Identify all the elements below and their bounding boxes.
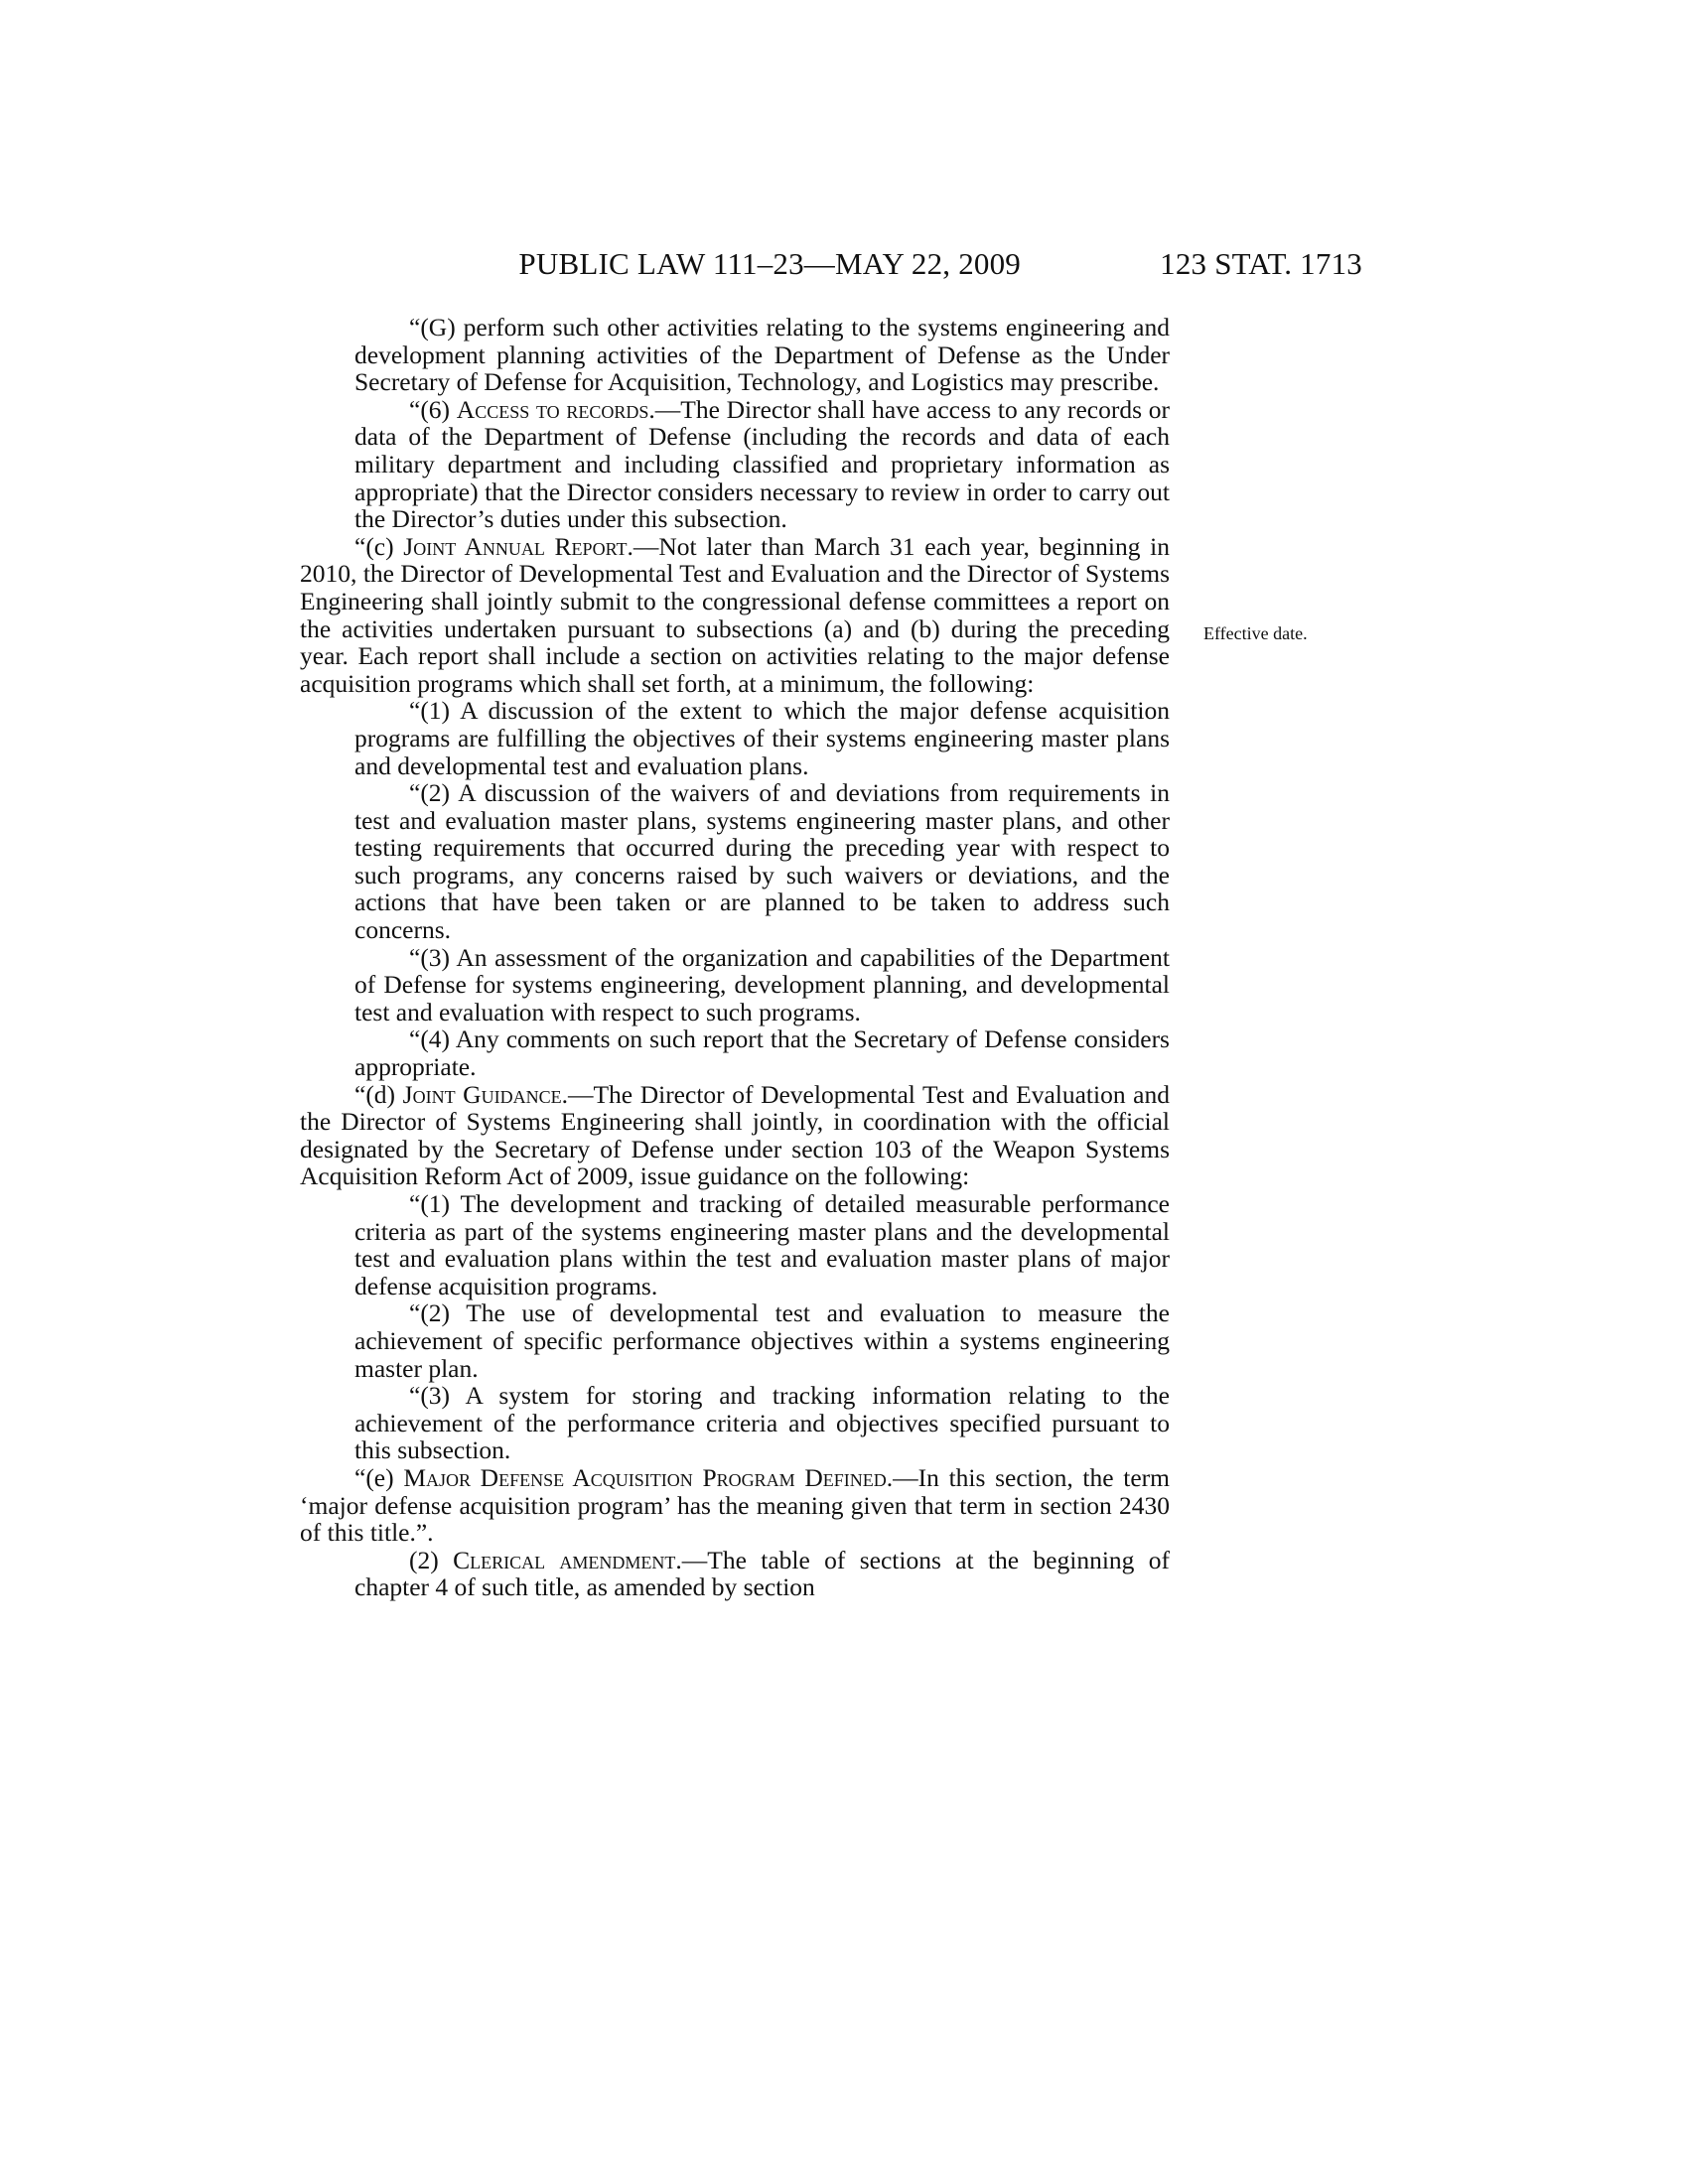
paragraph-d-heading: Joint Guidance [402, 1079, 562, 1109]
paragraph-6-access-to-records [300, 396, 1170, 533]
paragraph-c-text: .—Not later than March 31 each year, beginning in 2010, the Director of Developmental Test and Evaluation and the Director of Systems Engineering shall jointly submit to the congressional defense committees a report on the activities undertaken pursuant to subsections (a) and (b) during the preceding year. Each report shall include a section on activities relating to the major defense acquisition programs which shall set forth, at a minimum, the following: [300, 531, 1170, 698]
running-head-stat-page: 123 STAT. 1713 [1160, 246, 1362, 281]
paragraph-2-text: .—The table of sections at the beginning of chapter 4 of such title, as amended by section [354, 1545, 1170, 1602]
paragraph-2-clerical-amendment [300, 1547, 1170, 1601]
paragraph-c-lead: “(c) [354, 531, 404, 561]
paragraph-c3 [300, 944, 1170, 1026]
margin-note-effective-date: Effective date. [1203, 623, 1308, 643]
paragraph-d3-text: “(3) A system for storing and tracking information relating to the achievement of the performance criteria and objectives specified pursuant to this subsection. [354, 1381, 1170, 1465]
paragraph-c3-text: “(3) An assessment of the organization and capabilities of the Department of Defense for systems engineering, development planning, and developmental test and evaluation with respect to such programs. [354, 942, 1170, 1026]
paragraph-e-lead: “(e) [354, 1462, 404, 1492]
paragraph-d3 [300, 1382, 1170, 1464]
paragraph-d-text: .—The Director of Developmental Test and Evaluation and the Director of Systems Engineering shall jointly, in coordination with the official designated by the Secretary of Defense under section 103 of the Weapon Systems Acquisition Reform Act of 2009, issue guidance on the following: [300, 1079, 1170, 1191]
running-head-title: PUBLIC LAW 111–23—MAY 22, 2009 [518, 246, 1021, 281]
paragraph-d1 [300, 1190, 1170, 1299]
paragraph-c1-text: “(1) A discussion of the extent to which the major defense acquisition programs are fulfilling the objectives of their systems engineering master plans and developmental test and evaluation plans. [354, 696, 1170, 780]
body-text [300, 314, 1170, 1601]
paragraph-d-lead: “(d) [354, 1079, 403, 1109]
paragraph-c2 [300, 779, 1170, 944]
paragraph-e-mdap-defined [300, 1464, 1170, 1547]
paragraph-2-heading: Clerical amendment [453, 1545, 676, 1574]
paragraph-e-text: .—In this section, the term ‘major defense acquisition program’ has the meaning given that term in section 2430 of this title.”. [300, 1462, 1170, 1548]
paragraph-c-heading: Joint Annual Report [403, 531, 628, 561]
paragraph-c2-text: “(2) A discussion of the waivers of and deviations from requirements in test and evaluation master plans, systems engineering master plans, and other testing requirements that occurred during the preceding year with respect to such programs, any concerns raised by such waivers or deviations, and the actions that have been taken or are planned to be taken to address such concerns. [354, 778, 1170, 945]
paragraph-6-lead: “(6) [409, 394, 457, 424]
paragraph-c4 [300, 1025, 1170, 1080]
paragraph-e-heading: Major Defense Acquisition Program Defined [403, 1462, 887, 1492]
paragraph-d-joint-guidance [300, 1081, 1170, 1190]
paragraph-c4-text: “(4) Any comments on such report that the Secretary of Defense considers appropriate. [354, 1024, 1170, 1082]
paragraph-d2 [300, 1299, 1170, 1382]
paragraph-2-lead: (2) [409, 1545, 454, 1574]
page-header [0, 246, 1688, 286]
paragraph-g-text: “(G) perform such other activities relating to the systems engineering and development planning activities of the Department of Defense as the Under Secretary of Defense for Acquisition, Technology, and Logistics may prescribe. [354, 313, 1170, 397]
paragraph-c1 [300, 697, 1170, 779]
paragraph-c-joint-annual-report [300, 533, 1170, 698]
paragraph-g [300, 314, 1170, 396]
paragraph-6-text: .—The Director shall have access to any records or data of the Department of Defense (including the records and data of each military department and including classified and proprietary information as appropriate) that the Director considers necessary to review in order to carry out the Director’s duties under this subsection. [354, 394, 1170, 534]
paragraph-6-heading: Access to records [456, 394, 649, 424]
paragraph-d1-text: “(1) The development and tracking of detailed measurable performance criteria as part of the systems engineering master plans and the developmental test and evaluation plans within the test and evaluation master plans of major defense acquisition programs. [354, 1189, 1170, 1300]
paragraph-d2-text: “(2) The use of developmental test and evaluation to measure the achievement of specific performance objectives within a systems engineering master plan. [354, 1298, 1170, 1383]
